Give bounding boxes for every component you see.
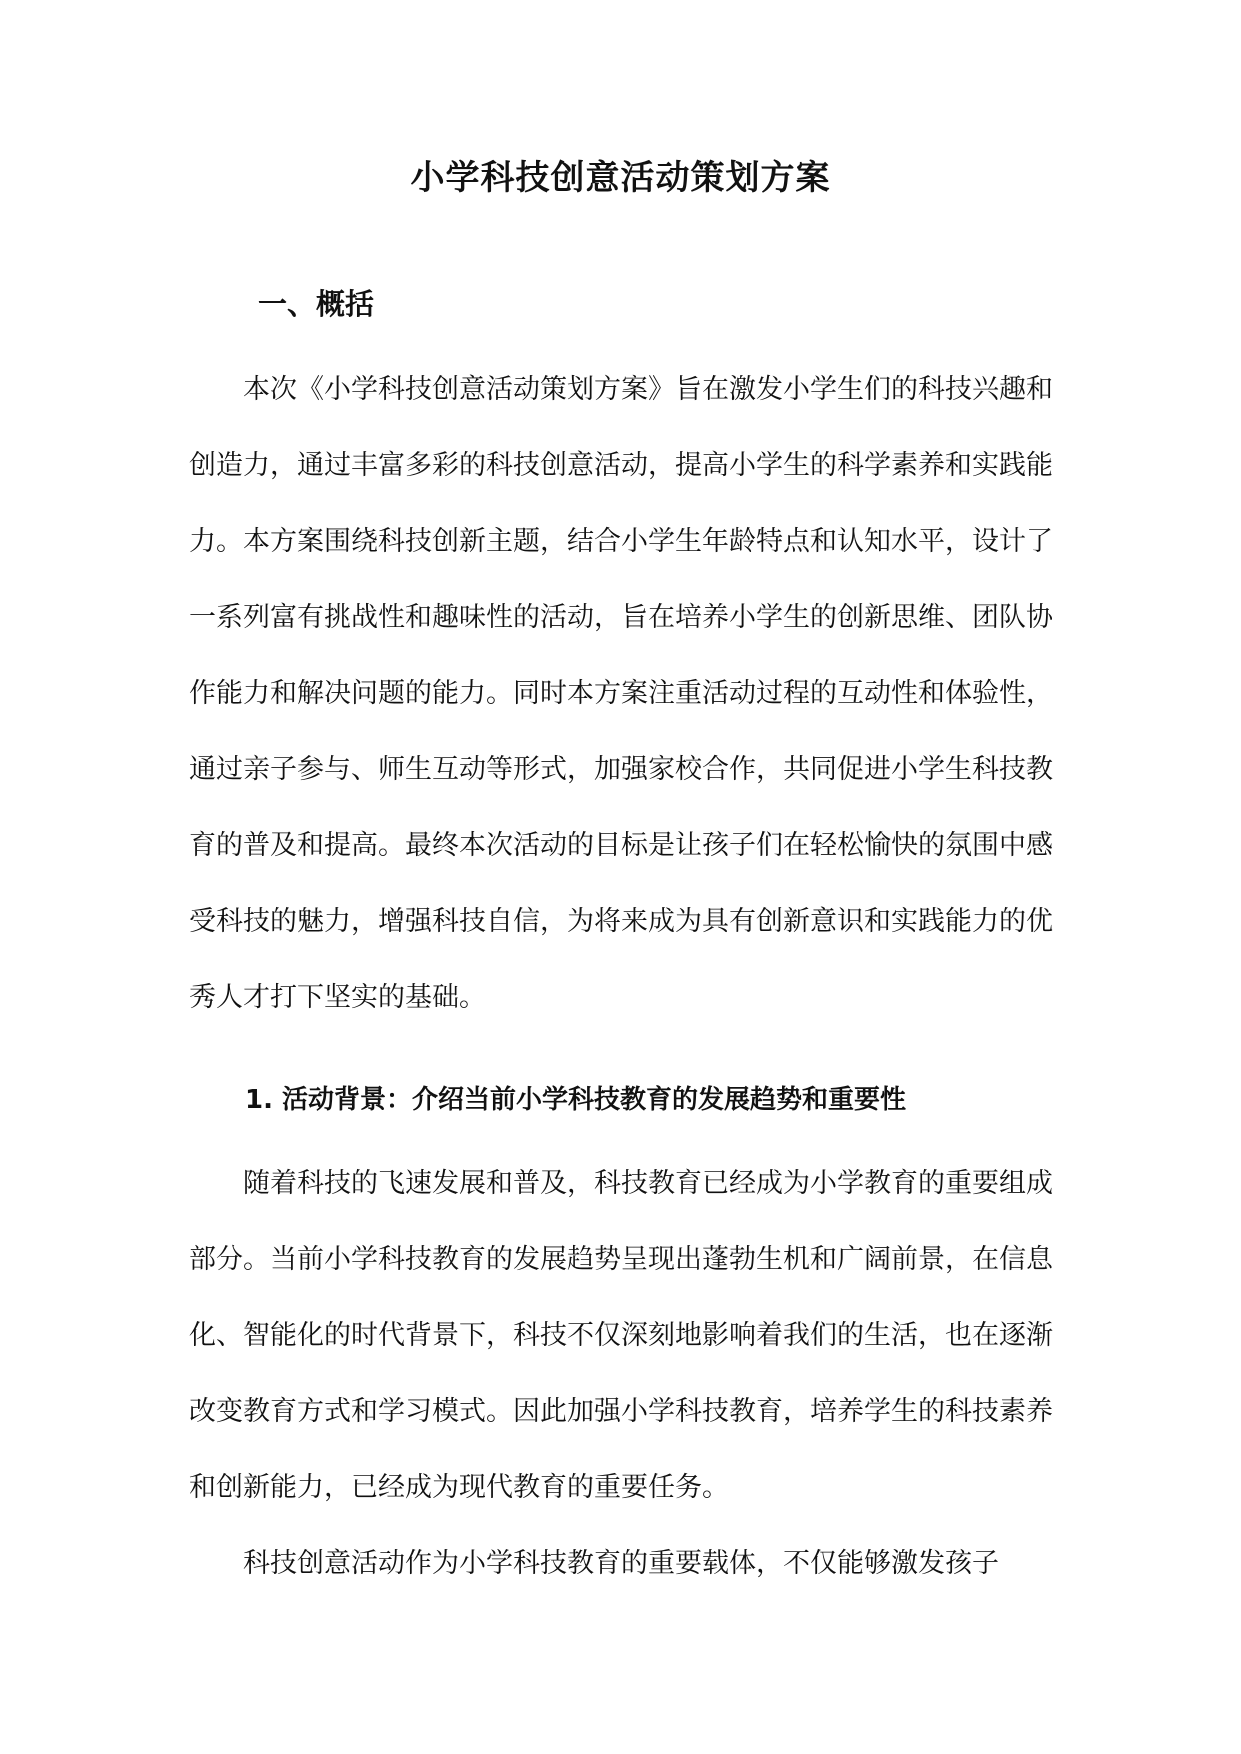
section-heading-overview: 一、概括 <box>258 287 375 321</box>
background-paragraph-2: 科技创意活动作为小学科技教育的重要载体，不仅能够激发孩子 <box>243 1548 999 1579</box>
document-title: 小学科技创意活动策划方案 <box>410 158 831 198</box>
subsection-heading-background: 1. 活动背景：介绍当前小学科技教育的发展趋势和重要性 <box>245 1085 907 1115</box>
background-paragraph-1: 随着科技的飞速发展和普及，科技教育已经成为小学教育的重要组成部分。当前小学科技教育的发展趋势呈现出蓬勃生机和广阔前景，在信息化、智能化的时代背景下，科技不仅深刻地影响着我们的生活，也在逐渐改变教育方式和学习模式。因此加强小学科技教育，培养学生的科技素养和创新能力，已经成为现代教育的重要任务。 <box>189 1168 1053 1503</box>
overview-paragraph: 本次《小学科技创意活动策划方案》旨在激发小学生们的科技兴趣和创造力，通过丰富多彩的科技创意活动，提高小学生的科学素养和实践能力。本方案围绕科技创新主题，结合小学生年龄特点和认知水平，设计了一系列富有挑战性和趣味性的活动，旨在培养小学生的创新思维、团队协作能力和解决问题的能力。同时本方案注重活动过程的互动性和体验性，通过亲子参与、师生互动等形式，加强家校合作，共同促进小学生科技教育的普及和提高。最终本次活动的目标是让孩子们在轻松愉快的氛围中感受科技的魅力，增强科技自信，为将来成为具有创新意识和实践能力的优秀人才打下坚实的基础。 <box>189 374 1053 1013</box>
